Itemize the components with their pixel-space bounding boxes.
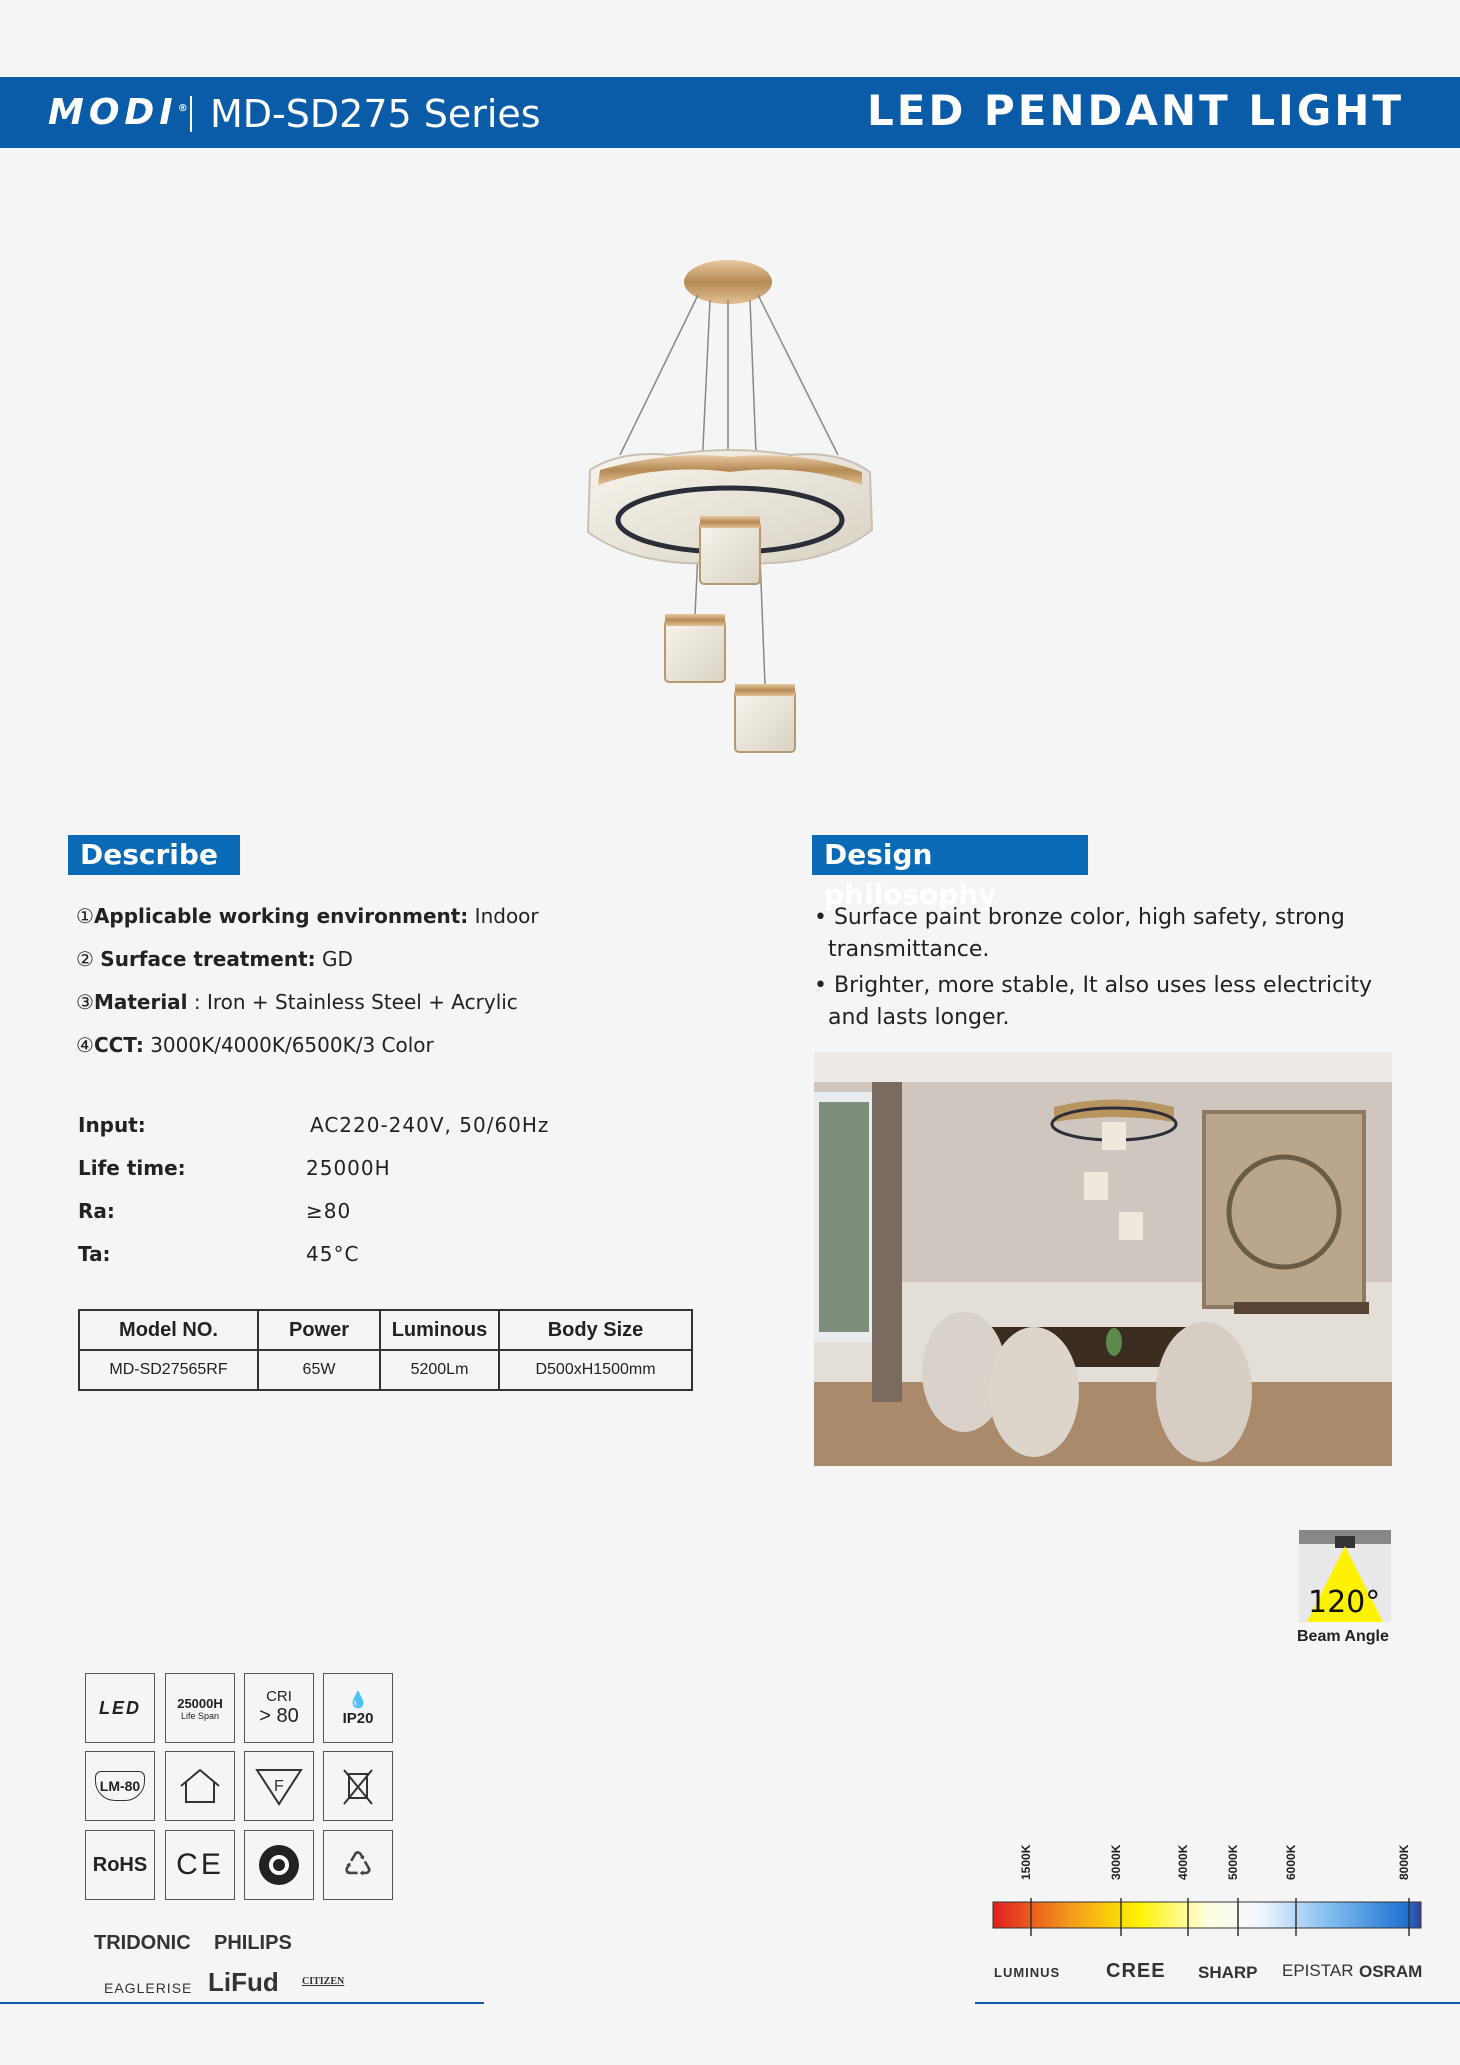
brand-luminus: LUMINUS	[994, 1965, 1061, 1980]
cri-icon: CRI > 80	[244, 1673, 314, 1743]
table-row	[79, 1350, 692, 1390]
describe-title: Describe	[68, 835, 240, 875]
brand-citizen: CITIZEN	[302, 1976, 345, 1987]
indoor-house-icon	[165, 1751, 235, 1821]
series-title: MD-SD275 Series	[210, 92, 541, 136]
describe-item: ② Surface treatment: GD	[76, 947, 353, 971]
table-header: Power	[258, 1310, 380, 1350]
cct-tick: 3000K	[1109, 1844, 1123, 1880]
brand-sharp: SHARP	[1198, 1963, 1258, 1982]
cct-tick: 1500K	[1019, 1844, 1033, 1880]
model-table	[78, 1309, 693, 1391]
table-cell: 5200Lm	[380, 1350, 499, 1390]
table-header: Model NO.	[79, 1310, 258, 1350]
spec-value: 25000H	[306, 1156, 391, 1180]
ce-icon: CE	[165, 1830, 235, 1900]
brand-lifud: LiFud	[208, 1967, 279, 1997]
table-header: Body Size	[499, 1310, 692, 1350]
cct-tick: 6000K	[1284, 1844, 1298, 1880]
brand-epistar: EPISTAR	[1282, 1961, 1354, 1980]
svg-text:F: F	[274, 1778, 284, 1795]
describe-item: ③Material : Iron + Stainless Steel + Acrylic	[76, 990, 518, 1014]
footer-line-right	[975, 2002, 1460, 2004]
brand-osram: OSRAM	[1359, 1962, 1423, 1981]
beam-angle-label: Beam Angle	[1297, 1628, 1389, 1645]
table-header: Luminous	[380, 1310, 499, 1350]
design-bullet: • Surface paint bronze color, high safety, strong transmittance.	[814, 905, 1345, 962]
lifespan-icon: 25000H Life Span	[165, 1673, 235, 1743]
table-cell: D500xH1500mm	[499, 1350, 692, 1390]
room-scene-image	[814, 1052, 1392, 1466]
brand-eaglerise: EAGLERISE	[104, 1980, 193, 1996]
lm80-icon: LM-80	[85, 1751, 155, 1821]
product-type: LED PENDANT LIGHT	[866, 86, 1404, 135]
spec-value: 45°C	[306, 1242, 360, 1266]
spec-key: Ra:	[78, 1199, 115, 1223]
spec-key: Ta:	[78, 1242, 111, 1266]
design-bullet: • Brighter, more stable, It also uses less electricity and lasts longer.	[814, 973, 1372, 1030]
green-dot-icon	[244, 1830, 314, 1900]
header-separator	[190, 96, 192, 132]
describe-item: ①Applicable working environment: Indoor	[76, 904, 539, 928]
beam-angle-value: 120°	[1308, 1585, 1381, 1620]
brand-logo: MODI®	[48, 92, 188, 133]
spec-value: AC220-240V, 50/60Hz	[310, 1113, 550, 1137]
footer-line-left	[0, 2002, 484, 2004]
brand-tridonic: TRIDONIC	[94, 1932, 191, 1954]
table-cell: MD-SD27565RF	[79, 1350, 258, 1390]
brand-cree: CREE	[1106, 1960, 1166, 1982]
cct-tick: 5000K	[1226, 1844, 1240, 1880]
ip20-icon: 💧 IP20	[323, 1673, 393, 1743]
recycle-icon: ♺	[323, 1830, 393, 1900]
brand-philips: PHILIPS	[214, 1932, 292, 1954]
table-cell: 65W	[258, 1350, 380, 1390]
led-icon: LED	[85, 1673, 155, 1743]
spec-key: Life time:	[78, 1156, 186, 1180]
f-mark-icon	[244, 1751, 314, 1821]
describe-item: ④CCT: 3000K/4000K/6500K/3 Color	[76, 1033, 434, 1057]
weee-bin-icon	[323, 1751, 393, 1821]
product-image	[580, 250, 880, 770]
rohs-icon: RoHS	[85, 1830, 155, 1900]
spec-value: ≥80	[306, 1199, 352, 1223]
design-title: Design philosophy	[812, 835, 1088, 875]
cct-tick: 4000K	[1176, 1844, 1190, 1880]
cct-color-scale	[985, 1840, 1425, 1940]
cct-tick: 8000K	[1397, 1844, 1411, 1880]
spec-key: Input:	[78, 1113, 146, 1137]
